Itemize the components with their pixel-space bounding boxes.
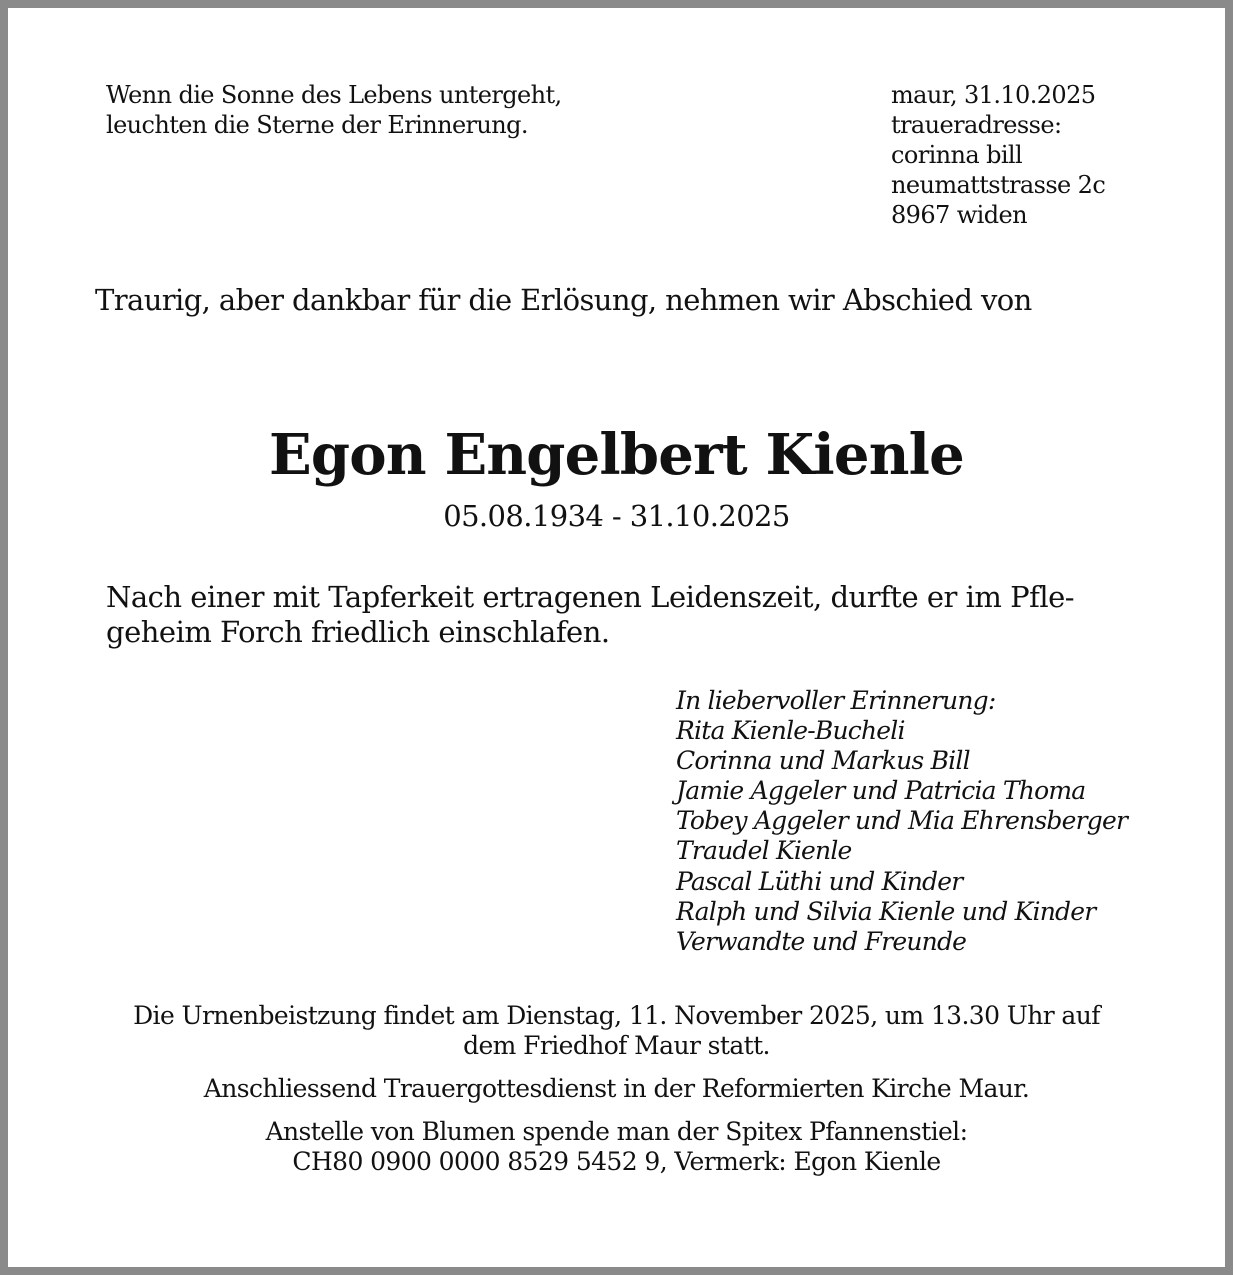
obituary-page [8, 8, 1225, 1267]
burial-line: dem Friedhof Maur statt. [463, 1031, 770, 1060]
address-label: traueradresse: [891, 111, 1062, 139]
address-date-line: maur, 31.10.2025 [891, 81, 1096, 109]
church-service-notice: Anschliessend Trauergottesdienst in der Reformierten Kirche Maur. [203, 1074, 1030, 1103]
donation-line: Anstelle von Blumen spende man der Spitex Pfannenstiel: [265, 1117, 968, 1146]
burial-line: Die Urnenbeistzung findet am Dienstag, 11. November 2025, um 13.30 Uhr auf [133, 1001, 1100, 1030]
mourner-name: Tobey Aggeler und Mia Ehrensberger [676, 806, 1128, 836]
mourner-name: Verwandte und Freunde [676, 926, 967, 956]
donation-notice [8, 1117, 1225, 1177]
service-details [8, 1001, 1225, 1177]
mourner-name: Corinna und Markus Bill [676, 746, 970, 776]
life-dates: 05.08.1934 - 31.10.2025 [443, 499, 790, 533]
motto-line: Wenn die Sonne des Lebens untergeht, [106, 81, 562, 109]
address-city: 8967 widen [891, 201, 1027, 229]
motto-line: leuchten die Sterne der Erinnerung. [106, 111, 528, 139]
message-line: geheim Forch friedlich einschlafen. [106, 615, 610, 649]
mourner-name: Ralph und Silvia Kienle und Kinder [676, 896, 1096, 926]
address-street: neumattstrasse 2c [891, 171, 1106, 199]
burial-notice [8, 1001, 1225, 1061]
passing-message [106, 580, 1146, 650]
address-name: corinna bill [891, 141, 1023, 169]
mourner-name: Rita Kienle-Bucheli [676, 716, 905, 746]
mourners-heading: In liebervoller Erinnerung: [676, 686, 996, 715]
mourning-address [891, 80, 1105, 230]
mourner-name: Jamie Aggeler und Patricia Thoma [676, 776, 1086, 806]
donation-line: CH80 0900 0000 8529 5452 9, Vermerk: Egon Kienle [292, 1147, 941, 1176]
message-line: Nach einer mit Tapferkeit ertragenen Leidenszeit, durfte er im Pfle- [106, 580, 1075, 614]
mourner-name: Pascal Lüthi und Kinder [676, 866, 963, 896]
farewell-intro: Traurig, aber dankbar für die Erlösung, nehmen wir Abschied von [95, 283, 1032, 317]
mourner-name: Traudel Kienle [676, 836, 852, 866]
deceased-name: Egon Engelbert Kienle [269, 422, 964, 488]
motto-quote [106, 80, 562, 140]
mourners-list [676, 686, 1127, 957]
